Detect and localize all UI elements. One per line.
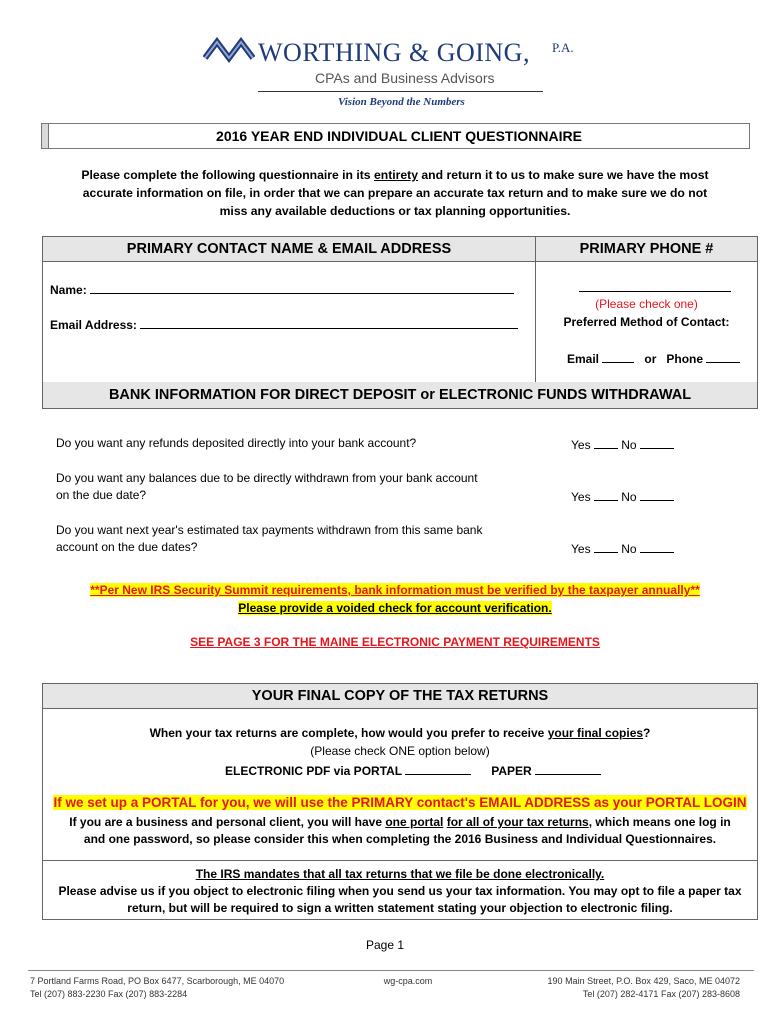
maine-payment-link: SEE PAGE 3 FOR THE MAINE ELECTRONIC PAYMENT REQUIREMENTS [190,635,600,649]
intro-underlined: entirety [373,168,419,182]
portal-underline-2: for all of your tax returns [446,815,589,829]
bank-question-3 [56,522,482,556]
saco-address: 190 Main Street, P.O. Box 429, Saco, ME 04072 [547,976,740,986]
contact-header: PRIMARY CONTACT NAME & EMAIL ADDRESS [43,237,536,262]
portal-login-text: If we set up a PORTAL for you, we will use the PRIMARY contact's EMAIL ADDRESS as your PORTAL LOGIN [53,795,747,810]
bank-answer-2 [571,488,674,504]
portal-text-2: , which means one log in [588,815,731,829]
bank-question-text: account on the due dates? [56,540,198,554]
email-field: Email Address: [50,316,518,332]
phone-option-label: Phone [666,352,704,366]
irs-mandate: The IRS mandates that all tax returns that we file be done electronically. [195,867,605,881]
scarborough-phone: Tel (207) 883-2230 Fax (207) 883-2284 [30,989,188,999]
electronic-option-check[interactable] [405,762,471,775]
yes-label: Yes [571,490,591,504]
final-copy-header: YOUR FINAL COPY OF THE TAX RETURNS [43,684,757,709]
saco-phone: Tel (207) 282-4171 Fax (207) 283-8608 [582,989,740,999]
no-check[interactable] [640,436,674,449]
delivery-options [225,762,601,778]
intro-paragraph [70,166,720,220]
delivery-question-underlined: your final copies [547,726,644,740]
phone-option-check[interactable] [706,350,740,363]
firm-name: WORTHING & GOING, [258,38,530,67]
phone-input-line[interactable] [579,279,731,292]
bank-question-text: on the due date? [56,488,147,502]
preferred-contact-label: Preferred Method of Contact: [563,315,730,329]
intro-text-1: Please complete the following questionnaire in its [81,168,374,182]
bank-question-1 [56,435,416,452]
name-input-line[interactable] [90,281,514,294]
irs-efile-section [42,859,758,920]
security-notice [60,581,730,617]
check-one-note: (Please check one) [595,297,698,311]
footer-right [548,975,740,1001]
footer-website[interactable]: wg-cpa.com [383,976,433,986]
title-box [41,123,750,149]
firm-suffix: P.A. [552,40,574,55]
email-option-check[interactable] [602,350,634,363]
yes-check[interactable] [594,436,618,449]
irs-objection-line-1: Please advise us if you object to electronic filing when you send us your tax information. You may opt to file a paper tax [58,884,742,898]
no-check[interactable] [640,488,674,501]
delivery-question-end: ? [643,726,651,740]
contact-method-options [567,350,740,366]
paper-option-check[interactable] [535,762,601,775]
delivery-question-text: When your tax returns are complete, how would you prefer to receive [149,726,548,740]
portal-underline-1: one portal [385,815,444,829]
tagline: Vision Beyond the Numbers [338,96,465,108]
irs-efile-text [43,866,757,917]
final-copy-section [42,683,758,861]
portal-login-notice [43,795,757,810]
portal-text-1: If you are a business and personal client, you will have [69,815,386,829]
no-label: No [621,438,637,452]
footer-divider [28,970,754,971]
scarborough-address: 7 Portland Farms Road, PO Box 6477, Scarborough, ME 04070 [30,976,285,986]
bank-question-text: Do you want any refunds deposited directly into your bank account? [56,436,417,450]
name-label: Name [50,283,83,297]
paper-option-label: PAPER [491,764,532,778]
bank-question-text: Do you want any balances due to be directly withdrawn from your bank account [56,471,478,485]
email-label: Email Address [50,318,133,332]
phone-header: PRIMARY PHONE # [536,237,757,262]
contact-section [42,236,758,384]
delivery-question [43,726,757,740]
no-label: No [621,542,637,556]
bank-question-text: Do you want next year's estimated tax payments withdrawn from this same bank [56,523,483,537]
yes-check[interactable] [594,488,618,501]
yes-label: Yes [571,438,591,452]
name-field: Name: [50,281,514,297]
portal-text-3: and one password, so please consider this when completing the 2016 Business and Individual Questionnaires. [83,832,717,846]
yes-check[interactable] [594,540,618,553]
page-number: Page 1 [365,938,405,952]
voided-check-text: Please provide a voided check for account verification. [238,601,552,615]
email-option-label: Email [567,352,600,366]
portal-explanation [43,814,757,848]
company-logo-icon [203,36,255,66]
bank-header: BANK INFORMATION FOR DIRECT DEPOSIT or ELECTRONIC FUNDS WITHDRAWAL [42,382,758,409]
firm-subtitle: CPAs and Business Advisors [315,70,495,86]
or-text: or [644,352,657,366]
electronic-option-label: ELECTRONIC PDF via PORTAL [225,764,402,778]
irs-objection-line-2: return, but will be required to sign a written statement stating your objection to electronic filing. [127,901,673,915]
intro-text-2: and return it to us to make sure we have the most accurate information on file, in order that we can prepare an accurate tax return and to make sure we do not miss any available deductions or tax planning opportunities. [82,168,709,218]
check-one-option-note: (Please check ONE option below) [310,744,490,758]
bank-question-2 [56,470,478,504]
security-requirement-text: **Per New IRS Security Summit requirements, bank information must be verified by the taxpayer annually** [90,583,700,597]
email-input-line[interactable] [140,316,518,329]
bank-answer-3 [571,540,674,556]
no-check[interactable] [640,540,674,553]
document-title: 2016 YEAR END INDIVIDUAL CLIENT QUESTIONNAIRE [48,124,749,148]
header-divider [258,91,543,92]
yes-label: Yes [571,542,591,556]
bank-answer-1 [571,436,674,452]
no-label: No [621,490,637,504]
